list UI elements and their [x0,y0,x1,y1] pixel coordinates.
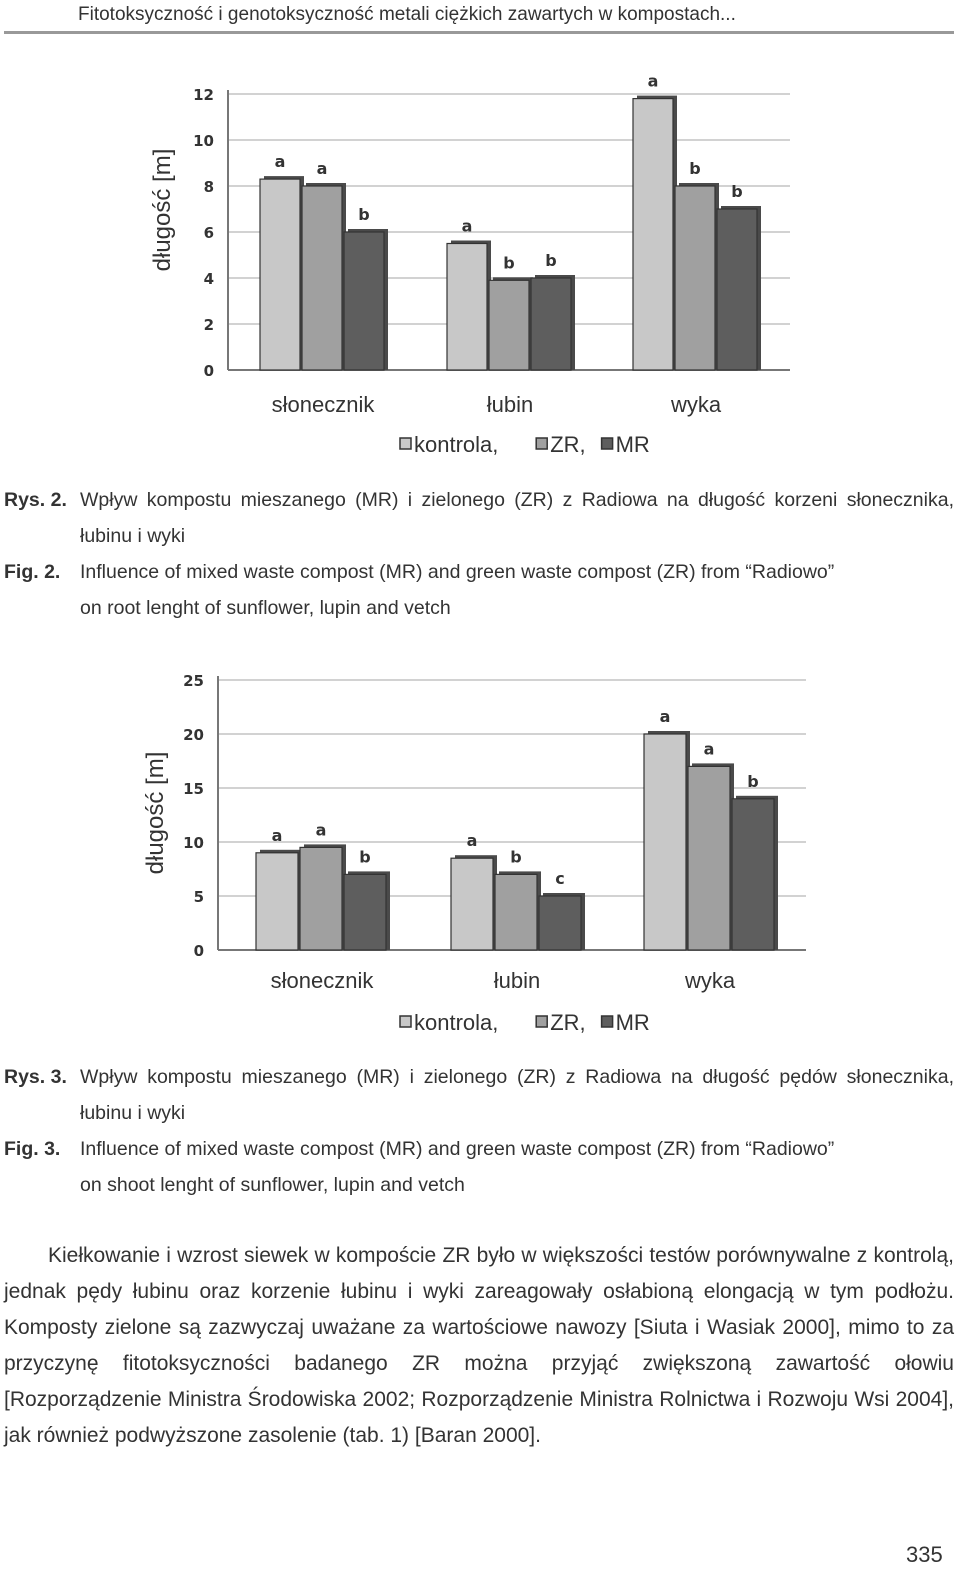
bar [302,186,342,370]
running-header [0,0,960,34]
caption-en-line2: on shoot lenght of sunflower, lupin and vetch [80,1174,465,1196]
significance-letter: a [315,820,327,840]
significance-letter: a [647,71,659,91]
y-tick-label: 20 [183,726,204,744]
bar [531,278,571,370]
x-category-label: wyka [684,968,736,993]
y-tick-label: 4 [203,270,214,288]
legend-label: kontrola, [414,1010,499,1035]
running-header-title: Fitotoksyczność i genotoksyczność metali ciężkich zawartych w kompostach... [78,4,736,25]
legend-label: ZR, [550,432,586,457]
bar [688,766,730,950]
x-category-label: słonecznik [271,392,375,417]
x-category-label: łubin [486,392,534,417]
significance-letter: b [747,771,759,791]
figure-2-caption [4,482,954,626]
figure-3-chart [0,660,960,1050]
legend-swatch [536,1016,547,1027]
significance-letter: b [503,253,515,273]
y-axis-label: długość [m] [149,148,176,272]
x-category-label: słonecznik [270,968,374,993]
shoot-length-bar-chart [0,660,960,1050]
figure-2-chart [0,60,960,470]
caption-en-label: Fig. 2. [4,561,61,583]
legend-swatch [602,1016,613,1027]
caption-en-line2: on root lenght of sunflower, lupin and vetch [80,597,451,619]
y-tick-label: 5 [193,888,204,906]
significance-letter: b [731,182,743,201]
caption-pl-label: Rys. 2. [4,489,67,511]
caption-en-label: Fig. 3. [4,1138,61,1160]
figure-3-caption [4,1059,954,1203]
y-axis-label: długość [m] [142,751,169,875]
significance-letter: a [316,159,328,178]
caption-en-line1: Influence of mixed waste compost (MR) and green waste compost (ZR) from “Radiowo” [80,1138,835,1160]
significance-letter: a [659,707,671,726]
significance-letter: c [555,869,565,888]
body-text [4,1238,954,1454]
body-paragraph: Kiełkowanie i wzrost siewek w kompoście ZR było w większości testów porównywalne z kontrolą, jednak pędy łubinu oraz korzenie łubinu i wyki zareagowały osłabioną elongacją w tym podłożu. Komposty zielone są zazwyczaj uważane za wartościowe nawozy [Siuta i Wasiak 2000], mimo to za przyczynę fitotoksyczności badanego ZR można przyjąć zwiększoną zawartość ołowiu [Rozporządzenie Ministra Środowiska 2002; Rozporządzenie Ministra Rolnictwa i Rozwoju Wsi 2004], jak również podwyższone zasolenie (tab. 1) [Baran 2000]. [4,1244,954,1447]
bar [256,853,298,950]
page-number: 335 [906,1542,943,1567]
legend-label: ZR, [550,1010,586,1035]
y-tick-label: 8 [203,178,214,196]
bar [633,99,673,370]
bar [451,858,493,950]
significance-letter: b [358,205,370,224]
bar [344,874,386,950]
caption-pl-text: Wpływ kompostu mieszanego (MR) i zielonego (ZR) z Radiowa na długość pędów słonecznika, łubinu i wyki [80,1066,954,1124]
legend-swatch [400,1016,411,1027]
significance-letter: a [703,739,715,759]
legend-label: MR [615,1010,650,1035]
legend-swatch [602,438,613,449]
significance-letter: b [359,847,371,867]
bar [495,874,537,950]
caption-en-line1: Influence of mixed waste compost (MR) and green waste compost (ZR) from “Radiowo” [80,561,835,583]
significance-letter: a [274,152,286,172]
significance-letter: a [461,216,473,236]
bar [489,280,529,370]
y-tick-label: 0 [203,362,214,380]
y-tick-label: 10 [193,132,214,150]
bar [732,799,774,950]
y-tick-label: 10 [183,834,204,852]
bar [344,232,384,370]
significance-letter: a [271,825,283,845]
caption-pl-text: Wpływ kompostu mieszanego (MR) i zielonego (ZR) z Radiowa na długość korzeni słonecznika, łubinu i wyki [80,489,954,547]
legend-label: MR [615,432,650,457]
header-divider [4,31,954,34]
y-tick-label: 25 [183,672,204,690]
bar [675,186,715,370]
bar [539,896,581,950]
y-tick-label: 6 [203,224,214,242]
significance-letter: b [689,159,701,178]
y-tick-label: 2 [203,316,214,334]
x-category-label: wyka [670,392,722,417]
caption-pl-label: Rys. 3. [4,1066,67,1088]
y-tick-label: 0 [193,942,204,960]
legend-swatch [536,438,547,449]
bar [300,847,342,950]
significance-letter: b [510,847,522,867]
legend-label: kontrola, [414,432,499,457]
bar [447,244,487,371]
bar [260,179,300,370]
bar [717,209,757,370]
legend-swatch [400,438,411,449]
significance-letter: a [466,831,478,851]
root-length-bar-chart [0,60,960,470]
y-tick-label: 12 [193,86,214,104]
bar [644,734,686,950]
x-category-label: łubin [493,968,541,993]
significance-letter: b [545,251,557,270]
y-tick-label: 15 [183,780,204,798]
